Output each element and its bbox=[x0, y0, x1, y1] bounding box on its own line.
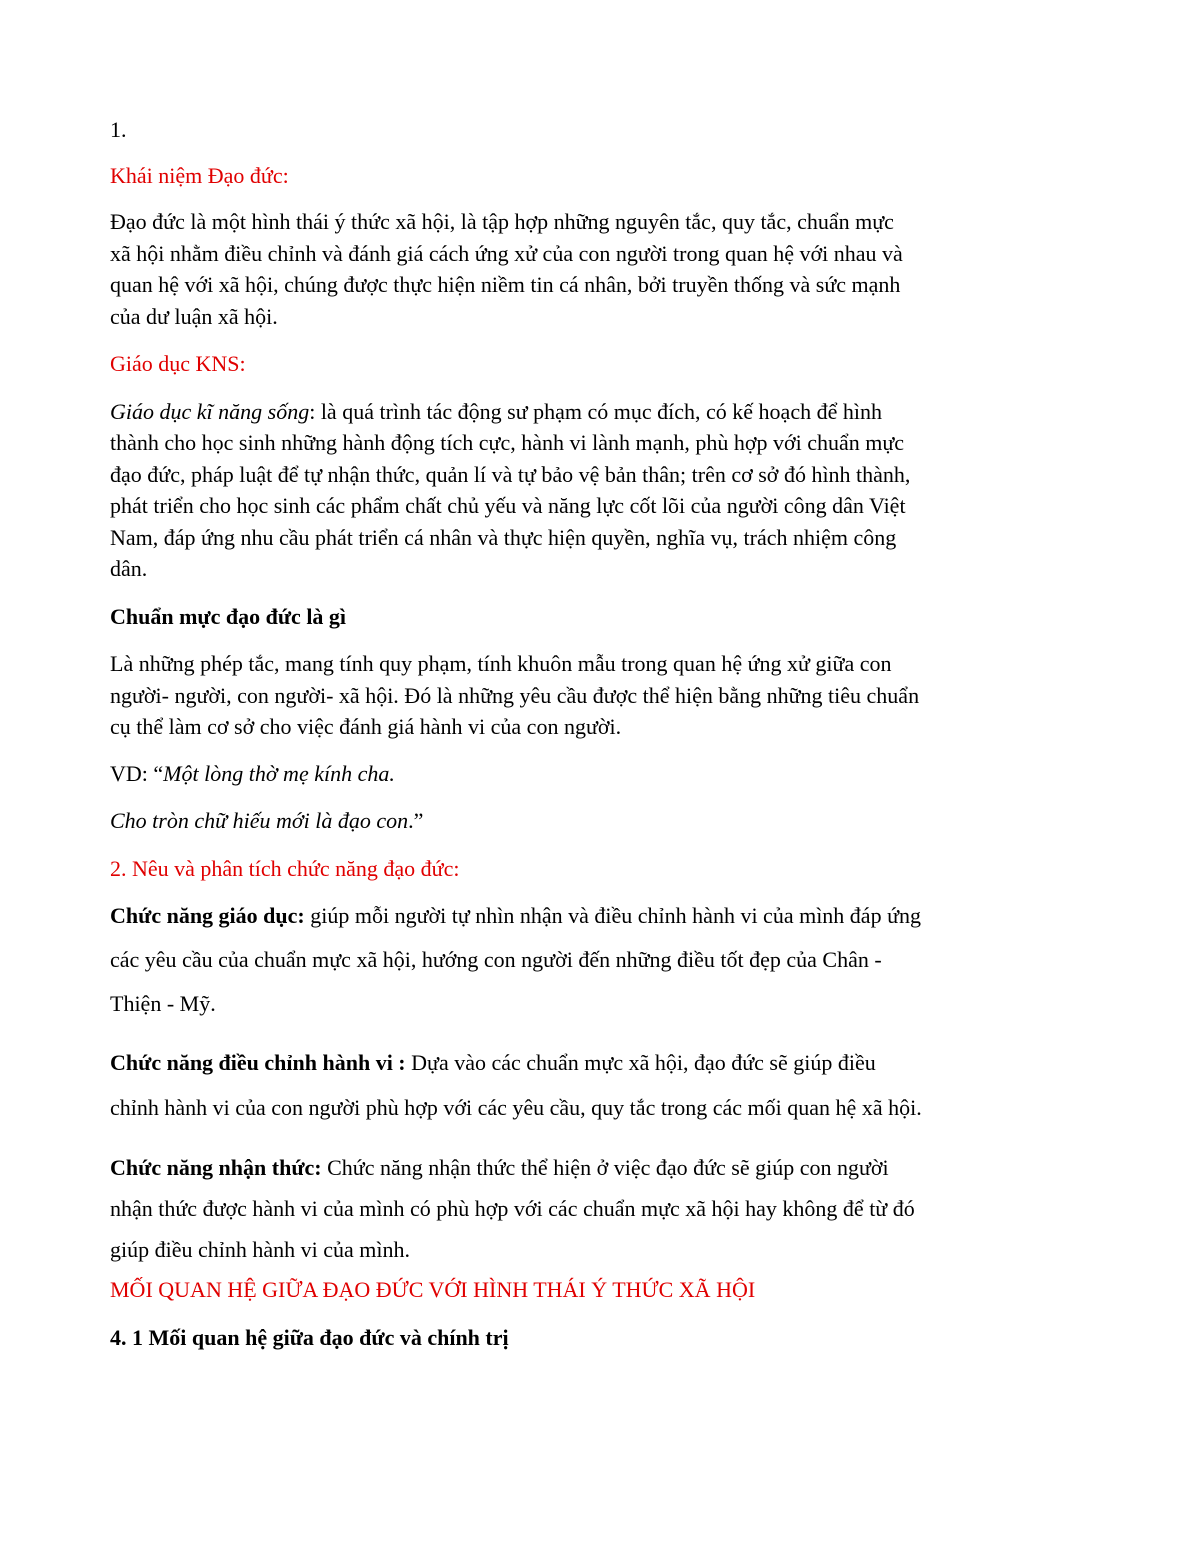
text-line: nhận thức được hành vi của mình có phù hợp với các chuẩn mực xã hội hay không để từ đó bbox=[110, 1196, 915, 1221]
text-line: Là những phép tắc, mang tính quy phạm, tính khuôn mẫu trong quan hệ ứng xử giữa con bbox=[110, 651, 892, 676]
text-line: người- người, con người- xã hội. Đó là những yêu cầu được thể hiện bằng những tiêu chuẩn bbox=[110, 683, 920, 708]
heading-chuan-muc: Chuẩn mực đạo đức là gì bbox=[110, 604, 347, 629]
text-line: phát triển cho học sinh các phẩm chất chủ yếu và năng lực cốt lõi của người công dân Việt bbox=[110, 493, 906, 518]
example-verse-1: Một lòng thờ mẹ kính cha. bbox=[163, 761, 395, 786]
text-line bbox=[110, 396, 882, 427]
heading-khai-niem: Khái niệm Đạo đức: bbox=[110, 163, 289, 188]
heading-4-1: 4. 1 Mối quan hệ giữa đạo đức và chính trị bbox=[110, 1325, 509, 1350]
text-line: các yêu cầu của chuẩn mực xã hội, hướng con người đến những điều tốt đẹp của Chân - bbox=[110, 947, 882, 972]
heading-kns: Giáo dục KNS: bbox=[110, 351, 246, 376]
giao-duc-first-rest: giúp mỗi người tự nhìn nhận và điều chỉnh hành vi của mình đáp ứng bbox=[304, 903, 921, 928]
text-line: thành cho học sinh những hành động tích cực, hành vi lành mạnh, phù hợp với chuẩn mực bbox=[110, 430, 905, 455]
example-verse-2: Cho tròn chữ hiếu mới là đạo con bbox=[110, 808, 409, 833]
heading-moi-quan-he: MỐI QUAN HỆ GIỮA ĐẠO ĐỨC VỚI HÌNH THÁI Ý THỨC XÃ HỘI bbox=[110, 1277, 756, 1302]
example-prefix: VD: “ bbox=[110, 761, 164, 786]
text-line: dân. bbox=[110, 556, 148, 581]
text-line: chỉnh hành vi của con người phù hợp với các yêu cầu, quy tắc trong các mối quan hệ xã hội. bbox=[110, 1095, 922, 1120]
text-line: cụ thể làm cơ sở cho việc đánh giá hành vi của con người. bbox=[110, 714, 622, 739]
dieu-chinh-term: Chức năng điều chỉnh hành vi : bbox=[110, 1050, 406, 1075]
text-line: quan hệ với xã hội, chúng được thực hiện niềm tin cá nhân, bởi truyền thống và sức mạnh bbox=[110, 272, 901, 297]
text-line bbox=[110, 1047, 876, 1078]
nhan-thuc-term: Chức năng nhận thức: bbox=[110, 1155, 322, 1180]
text-line bbox=[110, 900, 921, 931]
text-line: đạo đức, pháp luật để tự nhận thức, quản lí và tự bảo vệ bản thân; trên cơ sở đó hình thành, bbox=[110, 462, 911, 487]
example-line-1 bbox=[110, 758, 395, 789]
kns-first-rest: : là quá trình tác động sư phạm có mục đích, có kế hoạch để hình bbox=[309, 399, 882, 424]
nhan-thuc-first-rest: Chức năng nhận thức thể hiện ở việc đạo đức sẽ giúp con người bbox=[321, 1155, 889, 1180]
text-line: xã hội nhằm điều chỉnh và đánh giá cách ứng xử của con người trong quan hệ với nhau và bbox=[110, 241, 903, 266]
example-close: .” bbox=[408, 808, 424, 833]
text-line: Nam, đáp ứng nhu cầu phát triển cá nhân và thực hiện quyền, nghĩa vụ, trách nhiệm công bbox=[110, 525, 897, 550]
text-line: Thiện - Mỹ. bbox=[110, 991, 216, 1016]
text-line: giúp điều chỉnh hành vi của mình. bbox=[110, 1237, 410, 1262]
dieu-chinh-first-rest: Dựa vào các chuẩn mực xã hội, đạo đức sẽ giúp điều bbox=[405, 1050, 876, 1075]
giao-duc-term: Chức năng giáo dục: bbox=[110, 903, 305, 928]
kns-term: Giáo dục kĩ năng sống bbox=[110, 399, 310, 424]
text-line bbox=[110, 1152, 889, 1183]
heading-chuc-nang: 2. Nêu và phân tích chức năng đạo đức: bbox=[110, 856, 460, 881]
text-line: Đạo đức là một hình thái ý thức xã hội, là tập hợp những nguyên tắc, quy tắc, chuẩn mực bbox=[110, 209, 894, 234]
example-line-2 bbox=[110, 805, 423, 836]
section-number: 1. bbox=[110, 117, 127, 142]
text-line: của dư luận xã hội. bbox=[110, 304, 278, 329]
